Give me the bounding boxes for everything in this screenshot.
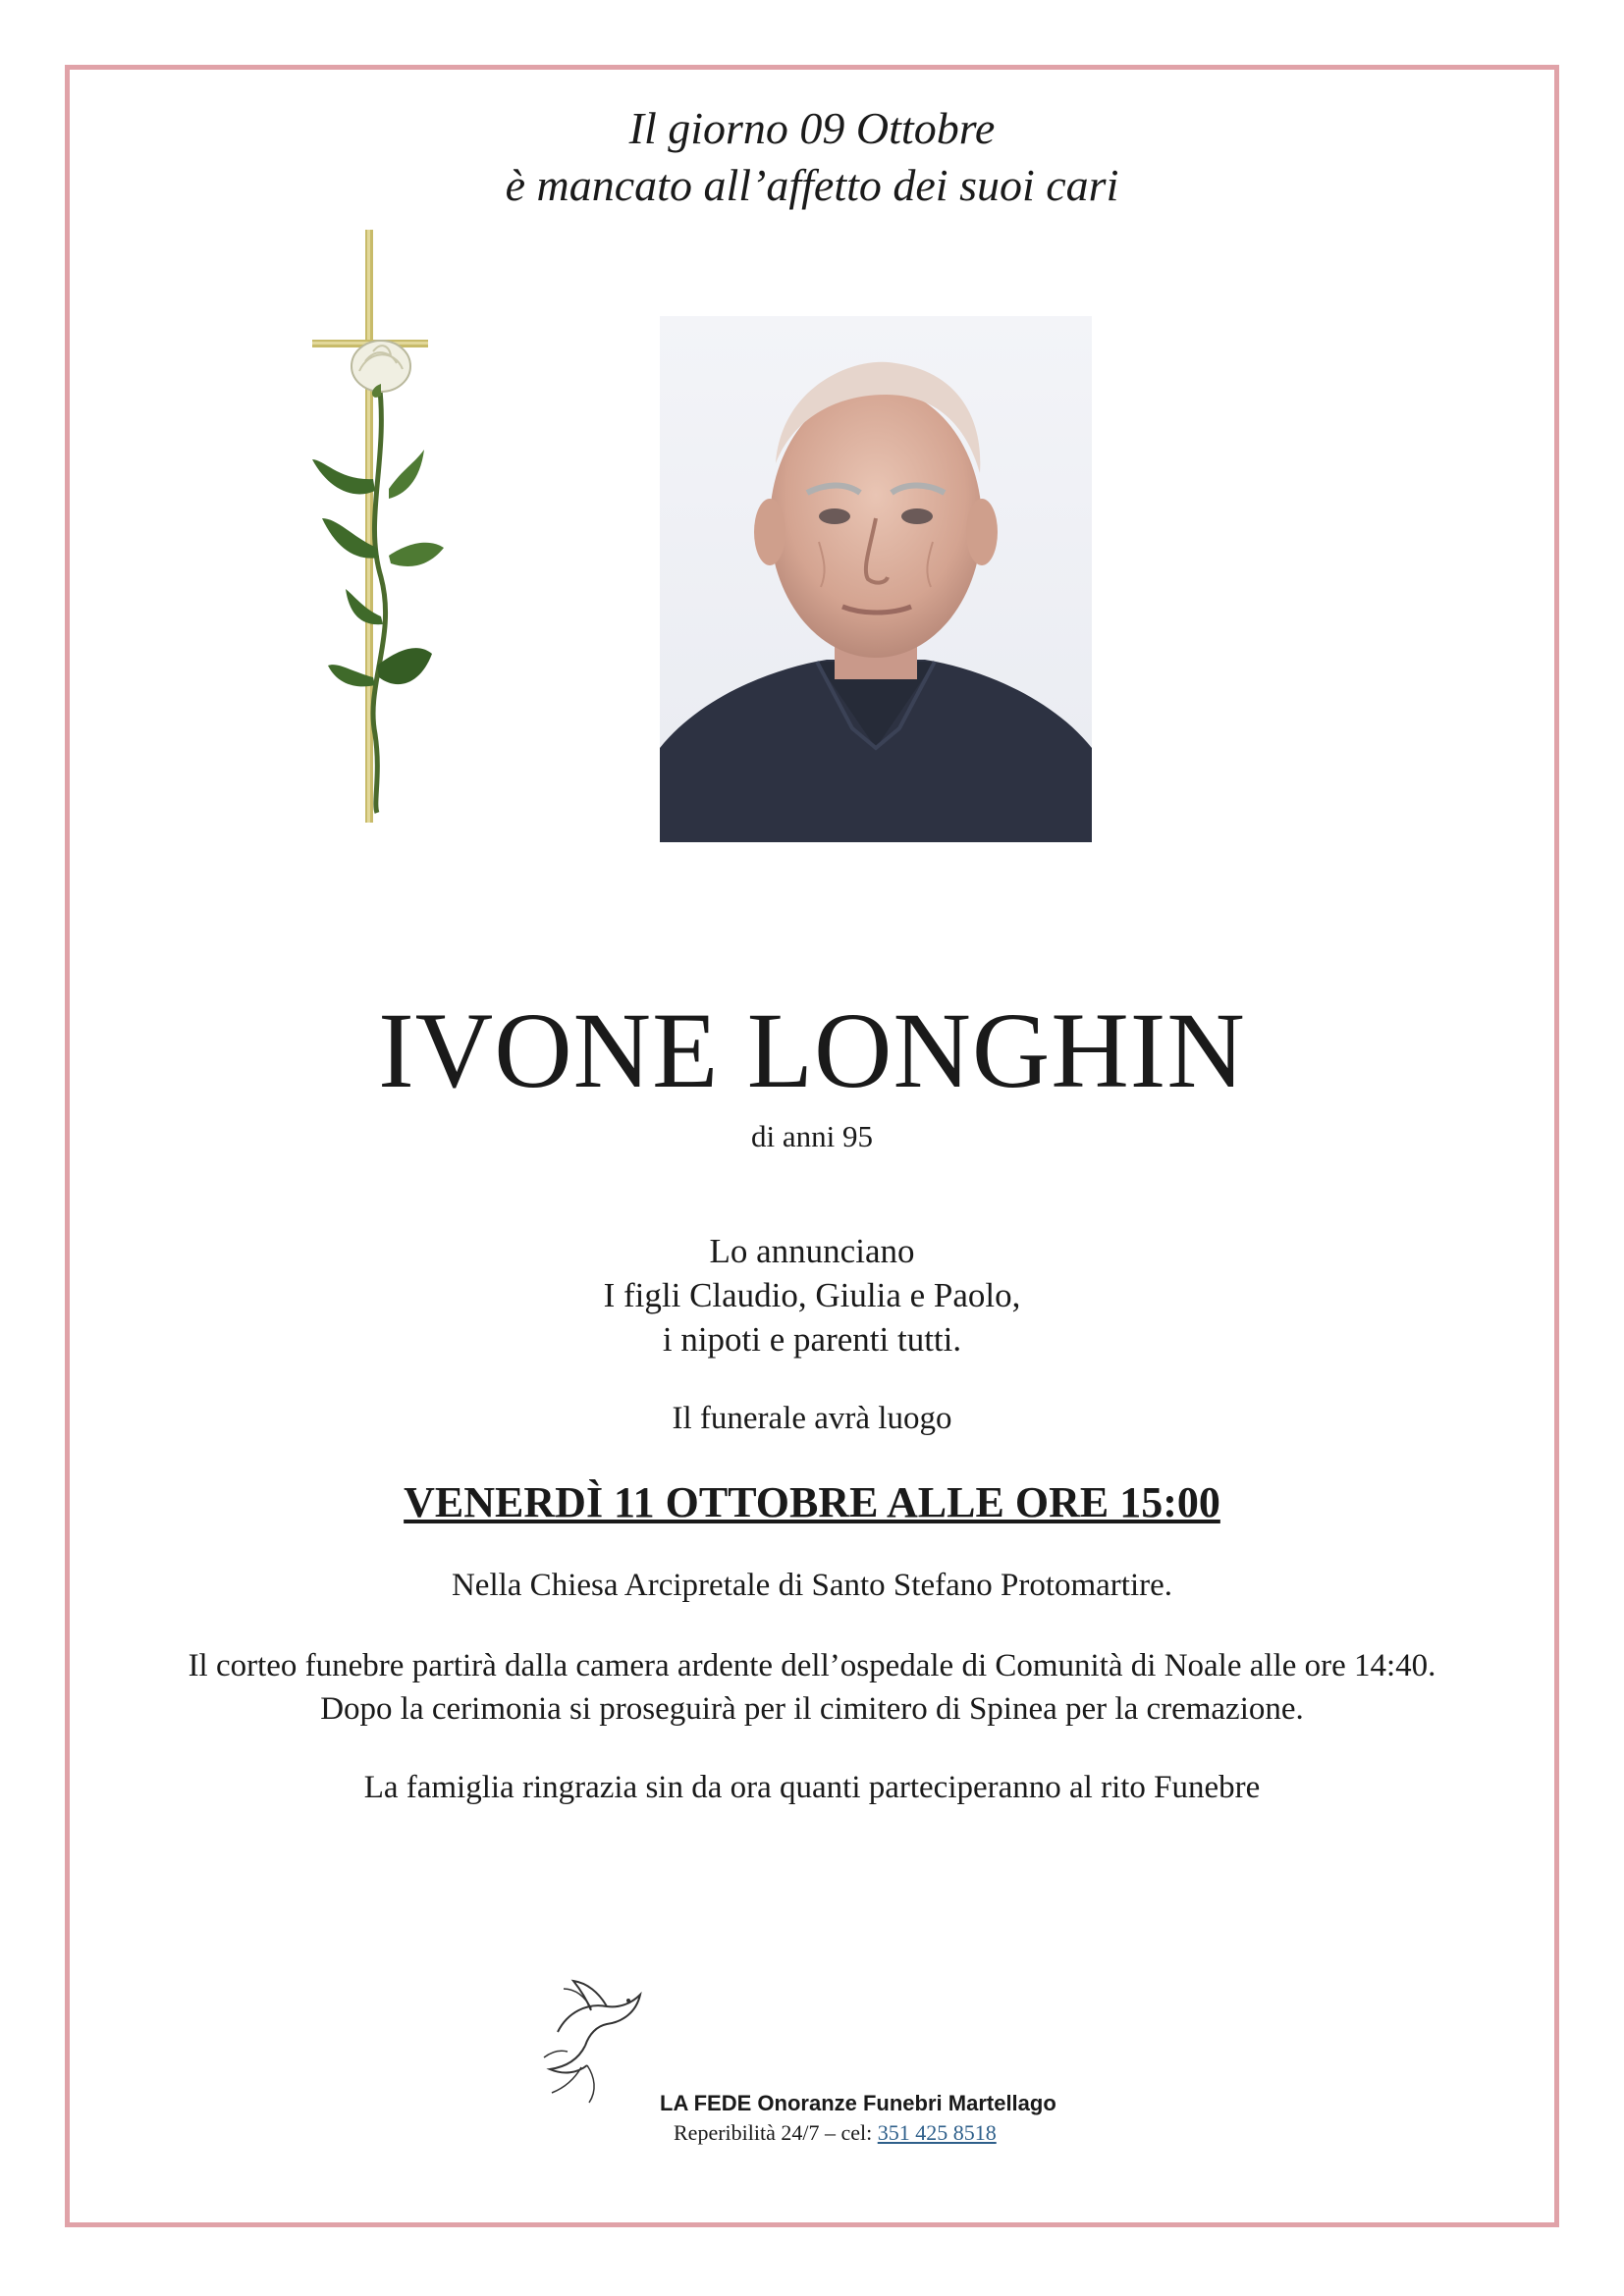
announcement-line-1: Lo annunciano: [709, 1232, 915, 1270]
announcement-line-3: i nipoti e parenti tutti.: [662, 1320, 962, 1359]
intro-line-2: è mancato all’affetto dei suoi cari: [505, 160, 1119, 210]
portrait-illustration: [660, 316, 1092, 842]
family-thanks: La famiglia ringrazia sin da ora quanti parteciperanno al rito Funebre: [363, 1770, 1261, 1805]
deceased-name: IVONE LONGHIN: [378, 990, 1246, 1110]
availability-label: Reperibilità 24/7 – cel:: [674, 2120, 878, 2145]
announcement-line-2: I figli Claudio, Giulia e Paolo,: [603, 1276, 1021, 1314]
deceased-photo: [660, 316, 1092, 842]
intro-line-1: Il giorno 09 Ottobre: [628, 103, 996, 153]
deceased-age: di anni 95: [751, 1119, 873, 1153]
phone-link[interactable]: 351 425 8518: [877, 2120, 997, 2145]
intro-text: [0, 100, 1624, 214]
procession-line-2: Dopo la cerimonia si proseguirà per il cimitero di Spinea per la cremazione.: [320, 1691, 1304, 1727]
dove-icon: [538, 1973, 646, 2110]
announcement: [0, 1229, 1624, 1362]
agency-contact: [674, 2118, 997, 2148]
procession-info: [0, 1644, 1624, 1731]
funeral-date-time: VENERDÌ 11 OTTOBRE ALLE ORE 15:00: [404, 1478, 1220, 1526]
church-location: Nella Chiesa Arcipretale di Santo Stefano Protomartire.: [451, 1568, 1173, 1603]
procession-line-1: Il corteo funebre partirà dalla camera ardente dell’ospedale di Comunità di Noale alle ore 14:40.: [188, 1648, 1436, 1683]
funeral-intro: Il funerale avrà luogo: [672, 1401, 952, 1436]
cross-with-rose-icon: [295, 224, 452, 832]
agency-name: LA FEDE Onoranze Funebri Martellago: [660, 2091, 1056, 2115]
